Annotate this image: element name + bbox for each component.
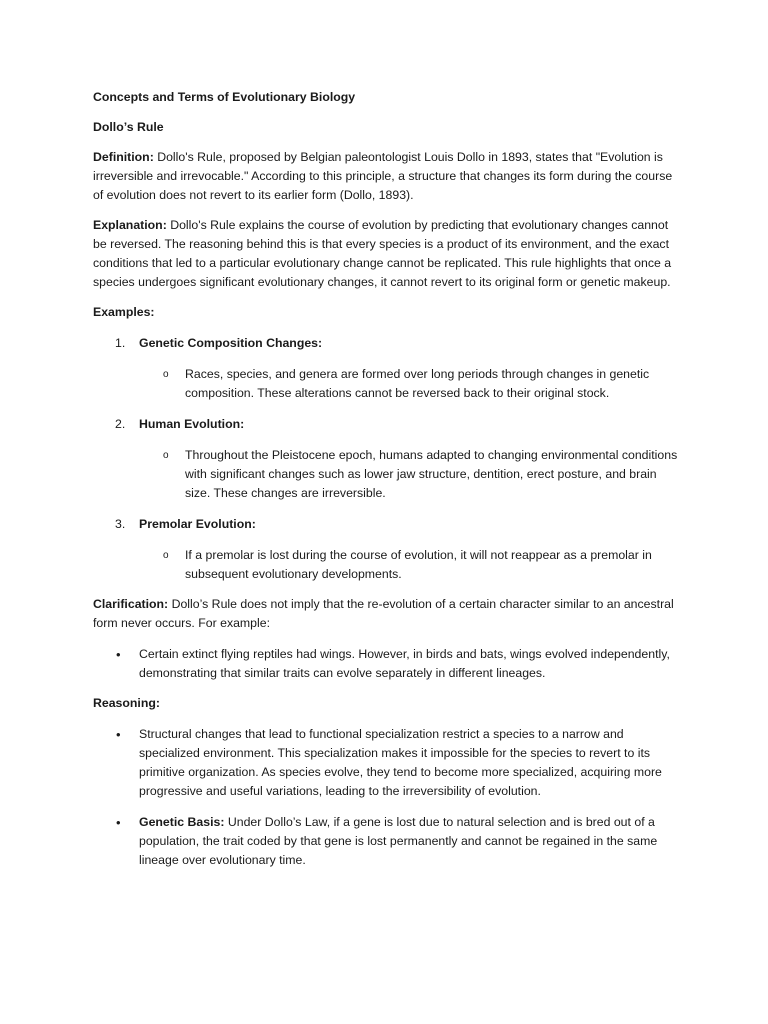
example-item [93, 415, 678, 434]
example-detail-item [93, 446, 678, 503]
document-title: Concepts and Terms of Evolutionary Biology [93, 90, 356, 104]
clarification-label: Clarification: [93, 597, 169, 611]
document-body [93, 88, 678, 870]
example-detail: Races, species, and genera are formed over long periods through changes in genetic composition. These alterations cannot be reversed back to their original stock. [185, 367, 650, 400]
example-title: Human Evolution: [139, 417, 245, 431]
sub-bullet-icon: o [163, 450, 169, 461]
clarification-bullet-item [93, 645, 678, 683]
example-detail: If a premolar is lost during the course of evolution, it will not reappear as a premolar in subsequent evolutionary developments. [185, 548, 652, 581]
clarification-text: Dollo’s Rule does not imply that the re-evolution of a certain character similar to an ancestral form never occurs. For example: [93, 597, 674, 630]
examples-label: Examples: [93, 305, 155, 319]
example-item [93, 515, 678, 534]
example-item [93, 334, 678, 353]
definition-paragraph [93, 148, 678, 205]
sub-bullet-icon: o [163, 369, 169, 380]
bullet-icon: • [116, 727, 121, 742]
definition-label: Definition: [93, 150, 154, 164]
example-title: Genetic Composition Changes: [139, 336, 323, 350]
example-number: 1. [115, 336, 126, 350]
example-title: Premolar Evolution: [139, 517, 256, 531]
example-detail: Throughout the Pleistocene epoch, humans adapted to changing environmental conditions with significant changes such as lower jaw structure, dentition, erect posture, and brain size. These changes are irreversible. [185, 448, 678, 500]
clarification-paragraph [93, 595, 678, 633]
explanation-label: Explanation: [93, 218, 167, 232]
bullet-icon: • [116, 647, 121, 662]
reasoning-text: Under Dollo’s Law, if a gene is lost due to natural selection and is bred out of a population, the trait coded by that gene is lost permanently and cannot be regained in the same lineage over evolutionary time. [139, 815, 658, 867]
example-detail-item [93, 365, 678, 403]
definition-text: Dollo's Rule, proposed by Belgian paleontologist Louis Dollo in 1893, states that "Evolution is irreversible and irrevocable." According to this principle, a structure that changes its form during the course of evolution does not revert to its earlier form (Dollo, 1893). [93, 150, 673, 202]
example-detail-item [93, 546, 678, 584]
clarification-bullet-text: Certain extinct flying reptiles had wings. However, in birds and bats, wings evolved independently, demonstrating that similar traits can evolve separately in different lineages. [139, 647, 670, 680]
explanation-text: Dollo's Rule explains the course of evolution by predicting that evolutionary changes cannot be reversed. The reasoning behind this is that every species is a product of its environment, and the exact conditions that led to a particular evolutionary change cannot be replicated. This rule highlights that once a species undergoes significant evolutionary changes, it cannot revert to its original form or genetic makeup. [93, 218, 672, 289]
example-number: 2. [115, 417, 126, 431]
sub-bullet-icon: o [163, 550, 169, 561]
reasoning-item [93, 813, 678, 870]
reasoning-text: Structural changes that lead to functional specialization restrict a species to a narrow and specialized environment. This specialization makes it impossible for the species to revert to its primitive organization. As species evolve, they tend to become more specialized, acquiring more progressive and useful variations, leading to the irreversibility of evolution. [139, 727, 662, 798]
example-number: 3. [115, 517, 126, 531]
section-heading: Dollo’s Rule [93, 120, 164, 134]
reasoning-label: Reasoning: [93, 696, 160, 710]
explanation-paragraph [93, 216, 678, 292]
reasoning-item [93, 725, 678, 801]
reasoning-item-label: Genetic Basis: [139, 815, 225, 829]
bullet-icon: • [116, 815, 121, 830]
